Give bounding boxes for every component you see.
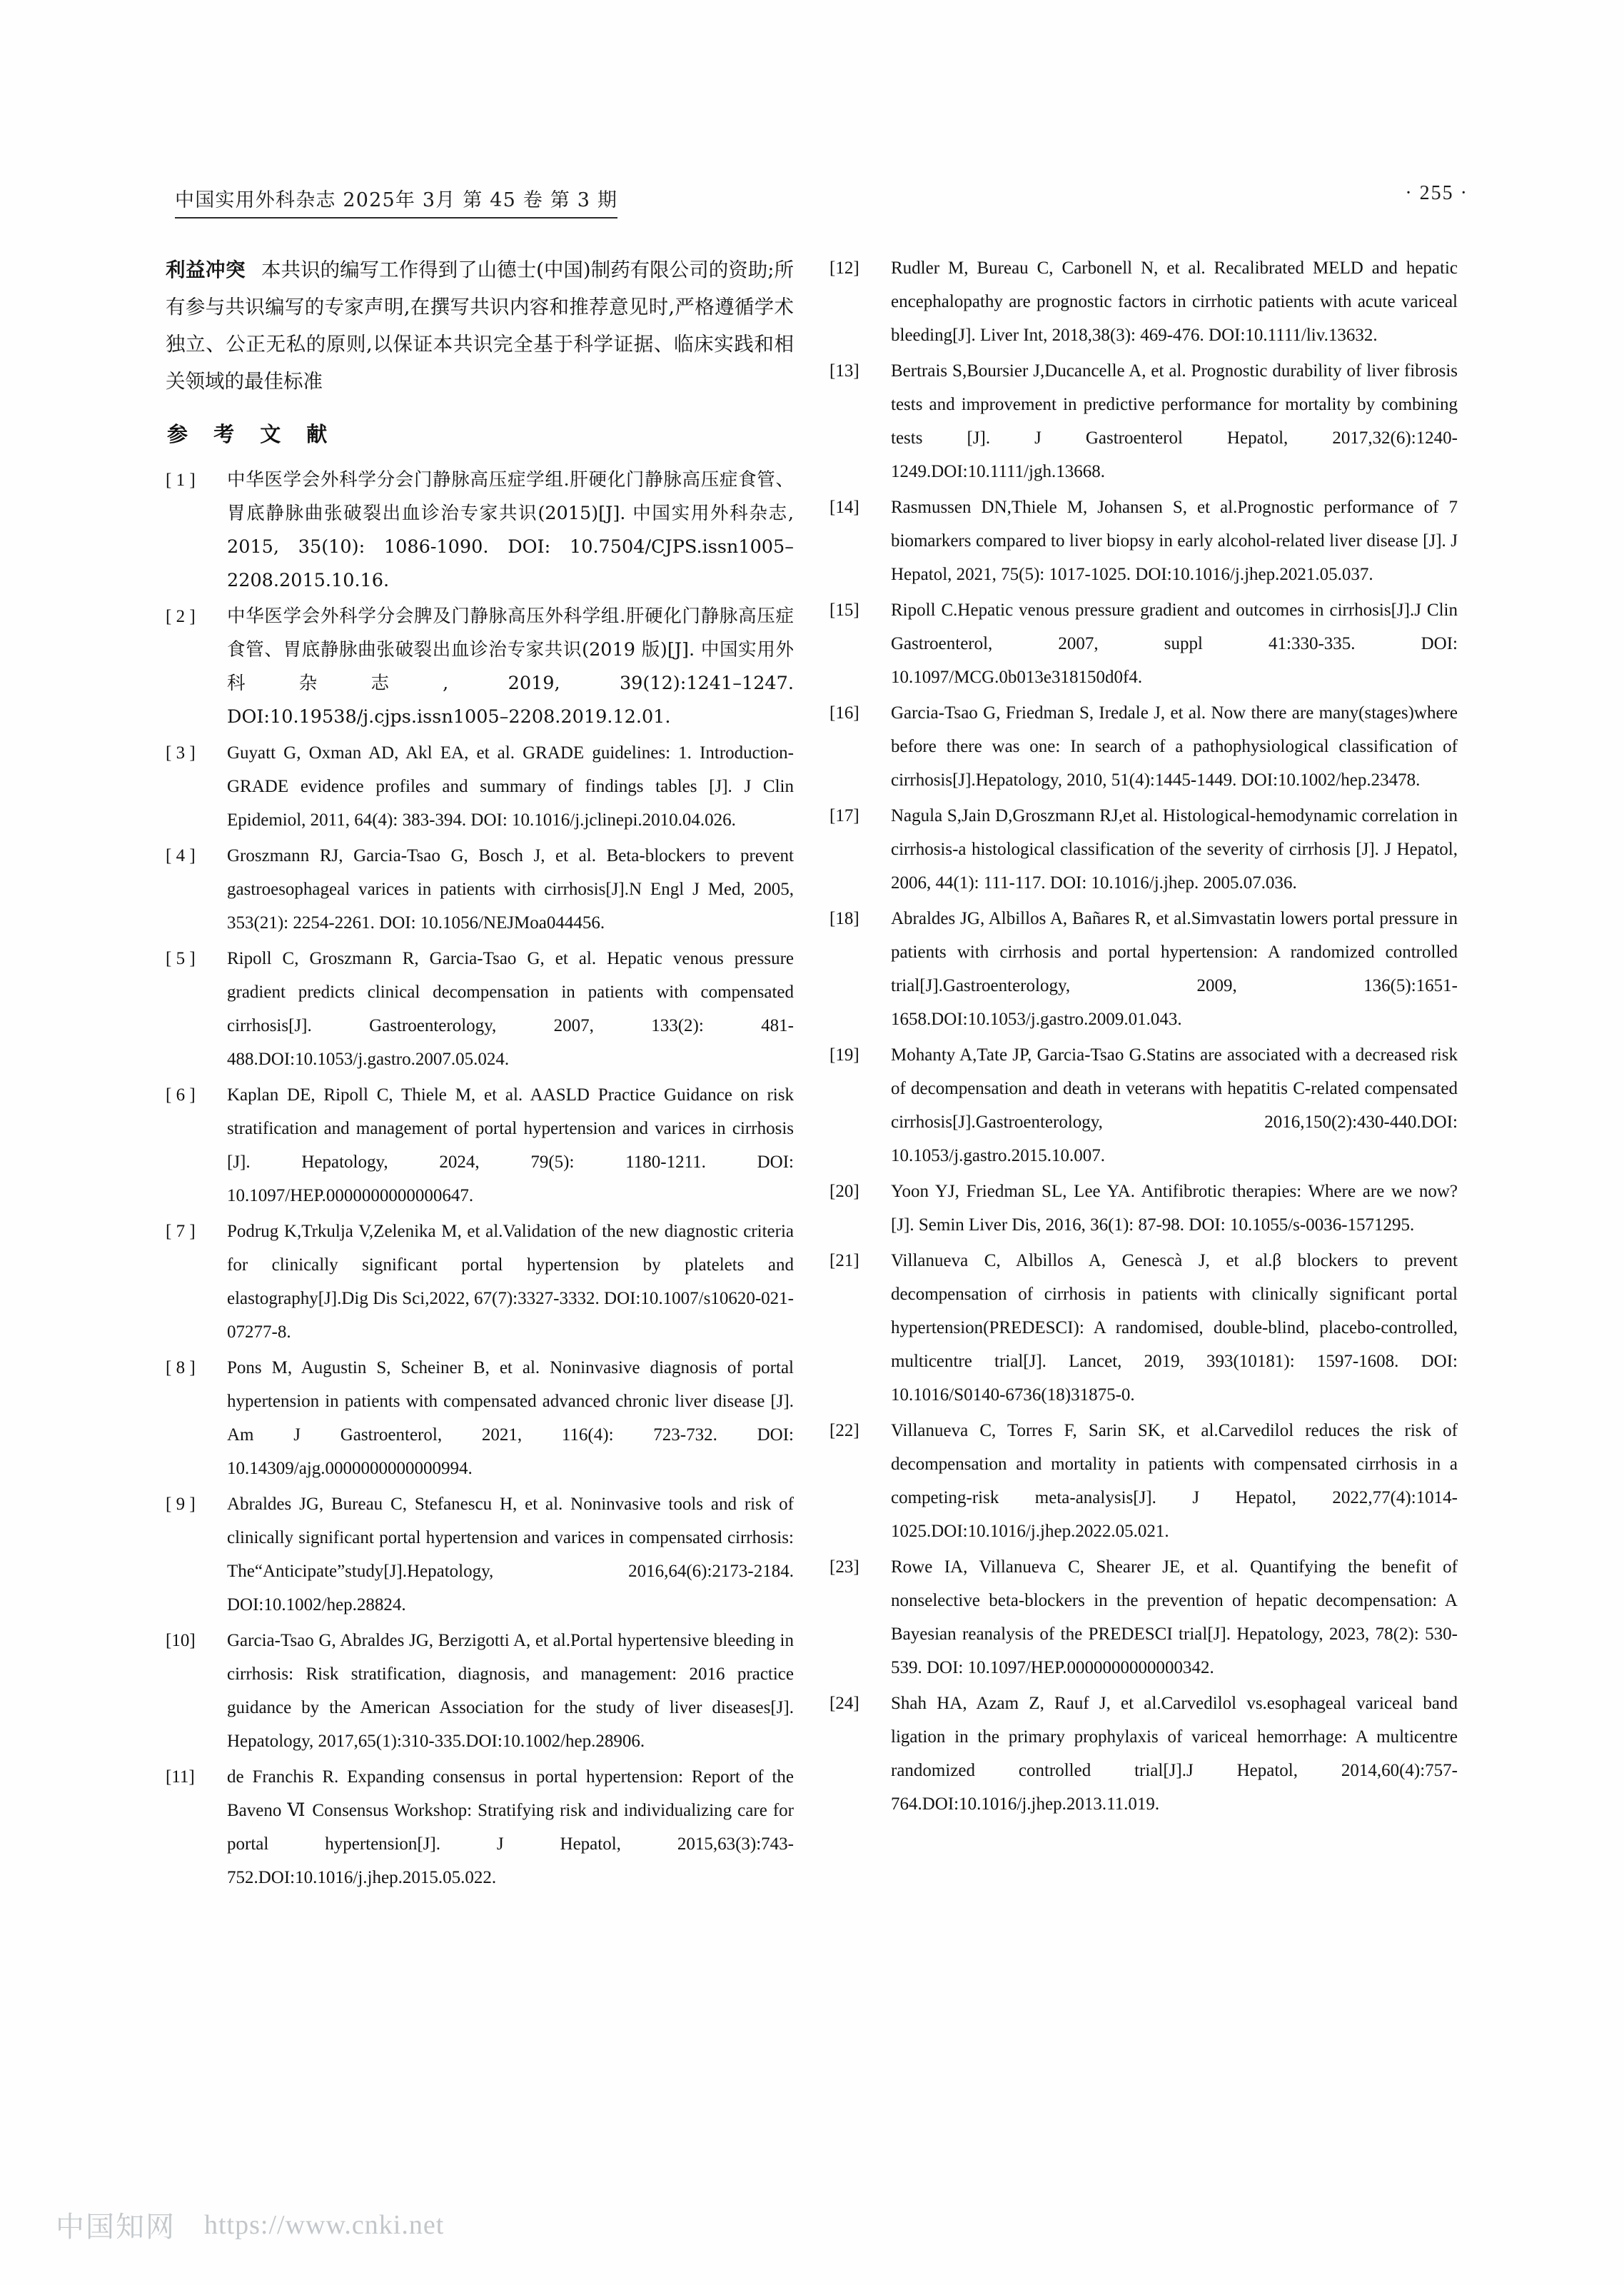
reference-item [829, 1038, 1458, 1172]
reference-number: [ 2 ] [166, 607, 196, 626]
reference-text: Villanueva C, Albillos A, Genescà J, et al.β blockers to prevent decompensation of cirrhosis in patients with clinically significant portal hypertension(PREDESCI): A randomised, double-blind, placebo-controlled, multicentre trial[J]. Lancet, 2019, 393(10181): 1597-1608. DOI: 10.1016/S0140-6736(18)31875-0. [891, 1251, 1458, 1405]
reference-text: Yoon YJ, Friedman SL, Lee YA. Antifibrotic therapies: Where are we now? [J]. Semin Liver Dis, 2016, 36(1): 87-98. DOI: 10.1055/s-0036-1571295. [891, 1182, 1458, 1235]
reference-item [166, 1487, 794, 1622]
left-column [166, 251, 794, 1897]
cnki-watermark [56, 2204, 444, 2245]
reference-number: [11] [166, 1767, 195, 1787]
reference-item [829, 1414, 1458, 1548]
reference-item [166, 1215, 794, 1349]
reference-number: [12] [829, 258, 859, 278]
reference-text: Garcia-Tsao G, Abraldes JG, Berzigotti A, et al.Portal hypertensive bleeding in cirrhosis: Risk stratification, diagnosis, and management: 2016 practice guidance by the American Association for the study of liver diseases[J]. Hepatology, 2017,65(1):310-335.DOI:10.1002/hep.28906. [227, 1631, 794, 1751]
reference-number: [16] [829, 703, 859, 723]
reference-text: Podrug K,Trkulja V,Zelenika M, et al.Validation of the new diagnostic criteria for clinically significant portal hypertension by platelets and elastography[J].Dig Dis Sci,2022, 67(7):3327-3332. DOI:10.1007/s10620-021- 07277-8. [227, 1222, 794, 1342]
reference-item [829, 1244, 1458, 1412]
reference-number: [ 3 ] [166, 743, 196, 763]
conflict-of-interest-text: 本共识的编写工作得到了山德士(中国)制药有限公司的资助;所有参与共识编写的专家声明,在撰写共识内容和推荐意见时,严格遵循学术独立、公正无私的原则,以保证本共识完全基于科学证据、临床实践和相关领域的最佳标准 [166, 258, 794, 393]
reference-item [166, 1078, 794, 1212]
reference-item [829, 593, 1458, 694]
reference-text: de Franchis R. Expanding consensus in portal hypertension: Report of the Baveno Ⅵ Consensus Workshop: Stratifying risk and individualizing care for portal hypertension[J]. J Hepatol, 2015,63(3):743-752.DOI:10.1016/j.jhep.2015.05.022. [227, 1767, 794, 1887]
reference-text: Garcia-Tsao G, Friedman S, Iredale J, et al. Now there are many(stages)where before there was one: In search of a pathophysiological classification of cirrhosis[J].Hepatology, 2010, 51(4):1445-1449. DOI:10.1002/hep.23478. [891, 703, 1458, 790]
reference-item [829, 1550, 1458, 1684]
reference-text: Rasmussen DN,Thiele M, Johansen S, et al.Prognostic performance of 7 biomarkers compared to liver biopsy in early alcohol-related liver disease [J]. J Hepatol, 2021, 75(5): 1017-1025. DOI:10.1016/j.jhep.2021.05.037. [891, 498, 1458, 584]
cnki-brand-text: 中国知网 [56, 2211, 176, 2244]
reference-number: [ 8 ] [166, 1358, 196, 1377]
reference-number: [ 1 ] [166, 471, 196, 490]
reference-text: Shah HA, Azam Z, Rauf J, et al.Carvedilol vs.esophageal variceal band ligation in the primary prophylaxis of variceal hemorrhage: A multicentre randomized controlled trial[J].J Hepatol, 2014,60(4):757-764.DOI:10.1016/j.jhep.2013.11.019. [891, 1694, 1458, 1814]
reference-number: [ 6 ] [166, 1085, 196, 1105]
conflict-of-interest-label: 利益冲突 [166, 258, 246, 281]
reference-text: Groszmann RJ, Garcia-Tsao G, Bosch J, et al. Beta-blockers to prevent gastroesophageal varices in patients with cirrhosis[J].N Engl J Med, 2005, 353(21): 2254-2261. DOI: 10.1056/NEJMoa044456. [227, 846, 794, 933]
reference-item [829, 251, 1458, 352]
reference-text: Rudler M, Bureau C, Carbonell N, et al. Recalibrated MELD and hepatic encephalopathy are prognostic factors in cirrhotic patients with acute variceal bleeding[J]. Liver Int, 2018,38(3): 469-476. DOI:10.1111/liv.13632. [891, 258, 1458, 345]
reference-text: Abraldes JG, Bureau C, Stefanescu H, et al. Noninvasive tools and risk of clinically significant portal hypertension and varices in compensated cirrhosis: The“Anticipate”study[J].Hepatology, 2016,64(6):2173-2184. DOI:10.1002/hep.28824. [227, 1495, 794, 1614]
references-heading: 参 考 文 献 [167, 422, 337, 446]
reference-list-left [166, 463, 794, 1894]
running-head [175, 184, 889, 219]
reference-text: Abraldes JG, Albillos A, Bañares R, et al.Simvastatin lowers portal pressure in patients with cirrhosis and portal hypertension: A randomized controlled trial[J].Gastroenterology, 2009, 136(5):1651-1658.DOI:10.1053/j.gastro.2009.01.043. [891, 909, 1458, 1029]
reference-text: Rowe IA, Villanueva C, Shearer JE, et al. Quantifying the benefit of nonselective beta-blockers in the prevention of hepatic decompensation: A Bayesian reanalysis of the PREDESCI trial[J]. Hepatology, 2023, 78(2): 530-539. DOI: 10.1097/HEP.0000000000000342. [891, 1557, 1458, 1677]
reference-item [829, 354, 1458, 488]
reference-text: 中华医学会外科学分会门静脉高压症学组.肝硬化门静脉高压症食管、胃底静脉曲张破裂出血诊治专家共识(2015)[J]. 中国实用外科杂志, 2015, 35(10): 1086-1090. DOI: 10.7504/CJPS.issn1005–2208.2015.10.16. [227, 469, 794, 591]
reference-item [829, 491, 1458, 591]
reference-number: [18] [829, 909, 859, 928]
reference-text: Guyatt G, Oxman AD, Akl EA, et al. GRADE guidelines: 1. Introduction-GRADE evidence profiles and summary of findings tables [J]. J Clin Epidemiol, 2011, 64(4): 383-394. DOI: 10.1016/j.jclinepi.2010.04.026. [227, 743, 794, 830]
reference-number: [24] [829, 1694, 859, 1713]
reference-item [166, 1624, 794, 1758]
reference-item [166, 463, 794, 598]
reference-number: [19] [829, 1045, 859, 1065]
reference-item [166, 1760, 794, 1894]
reference-item [829, 1175, 1458, 1242]
reference-item [829, 1687, 1458, 1821]
reference-number: [13] [829, 361, 859, 381]
cnki-url-text: https://www.cnki.net [204, 2209, 445, 2240]
reference-number: [10] [166, 1631, 196, 1650]
reference-number: [14] [829, 498, 859, 517]
reference-number: [ 5 ] [166, 949, 196, 968]
reference-item [829, 696, 1458, 797]
reference-item [829, 902, 1458, 1036]
reference-text: 中华医学会外科学分会脾及门静脉高压外科学组.肝硬化门静脉高压症食管、胃底静脉曲张破裂出血诊治专家共识(2019 版)[J]. 中国实用外科杂志, 2019, 39(12):1241–1247. DOI:10.19538/j.cjps.issn1005–2208.2019.12.01. [227, 606, 794, 728]
reference-text: Nagula S,Jain D,Groszmann RJ,et al. Histological-hemodynamic correlation in cirrhosis-a histological classification of the severity of cirrhosis [J]. J Hepatol, 2006, 44(1): 111-117. DOI: 10.1016/j.jhep. 2005.07.036. [891, 806, 1458, 893]
reference-text: Villanueva C, Torres F, Sarin SK, et al.Carvedilol reduces the risk of decompensation and mortality in patients with compensated cirrhosis in a competing-risk meta-analysis[J]. J Hepatol, 2022,77(4):1014-1025.DOI:10.1016/j.jhep.2022.05.021. [891, 1421, 1458, 1541]
right-column [829, 251, 1458, 1823]
reference-number: [ 4 ] [166, 846, 196, 865]
reference-item [166, 942, 794, 1076]
reference-item [829, 799, 1458, 900]
reference-number: [17] [829, 806, 859, 825]
reference-number: [ 9 ] [166, 1495, 196, 1514]
reference-item [166, 839, 794, 940]
reference-text: Pons M, Augustin S, Scheiner B, et al. Noninvasive diagnosis of portal hypertension in patients with compensated advanced chronic liver disease [J]. Am J Gastroenterol, 2021, 116(4): 723-732. DOI: 10.14309/ajg.0000000000000994. [227, 1358, 794, 1478]
reference-item [166, 1351, 794, 1485]
reference-text: Ripoll C, Groszmann R, Garcia-Tsao G, et al. Hepatic venous pressure gradient predicts clinical decompensation in patients with compensated cirrhosis[J]. Gastroenterology, 2007, 133(2): 481-488.DOI:10.1053/j.gastro.2007.05.024. [227, 949, 794, 1069]
reference-list-right [829, 251, 1458, 1821]
reference-number: [ 7 ] [166, 1222, 196, 1241]
reference-text: Ripoll C.Hepatic venous pressure gradient and outcomes in cirrhosis[J].J Clin Gastroenterol, 2007, suppl 41:330-335. DOI: 10.1097/MCG.0b013e318150d0f4. [891, 601, 1458, 687]
conflict-of-interest-paragraph [166, 251, 794, 400]
reference-item [166, 736, 794, 837]
reference-number: [22] [829, 1421, 859, 1440]
running-head-text: 中国实用外科杂志 2025年 3月 第 45 卷 第 3 期 [175, 184, 617, 219]
reference-text: Bertrais S,Boursier J,Ducancelle A, et al. Prognostic durability of liver fibrosis tests and improvement in predictive performance for mortality by combining tests [J]. J Gastroenterol Hepatol, 2017,32(6):1240-1249.DOI:10.1111/jgh.13668. [891, 361, 1458, 481]
reference-number: [15] [829, 601, 859, 620]
reference-number: [23] [829, 1557, 859, 1577]
reference-number: [21] [829, 1251, 859, 1270]
reference-text: Kaplan DE, Ripoll C, Thiele M, et al. AASLD Practice Guidance on risk stratification and management of portal hypertension and varices in cirrhosis [J]. Hepatology, 2024, 79(5): 1180-1211. DOI: 10.1097/HEP.0000000000000647. [227, 1085, 794, 1205]
page-number: · 255 · [1405, 182, 1468, 204]
reference-number: [20] [829, 1182, 859, 1201]
reference-text: Mohanty A,Tate JP, Garcia-Tsao G.Statins are associated with a decreased risk of decompensation and death in veterans with hepatitis C-related compensated cirrhosis[J].Gastroenterology, 2016,150(2):430-440.DOI: 10.1053/j.gastro.2015.10.007. [891, 1045, 1458, 1165]
reference-item [166, 600, 794, 734]
